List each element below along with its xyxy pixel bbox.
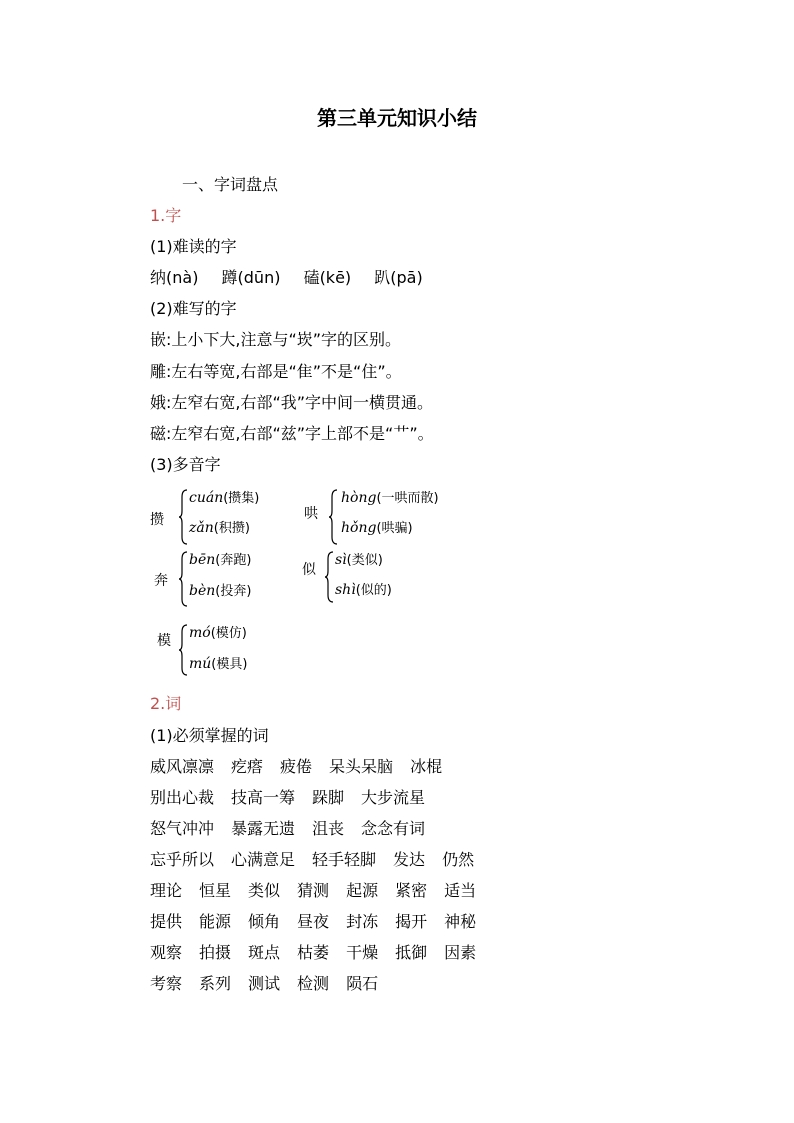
polyphonic-char: 攒 <box>150 512 164 528</box>
page-title: 第三单元知识小结 <box>317 106 477 130</box>
polyphonic-char: 哄 <box>304 506 318 522</box>
word-item: 念念有词 <box>361 819 426 838</box>
word-item: 抵御 <box>395 943 428 962</box>
hard-write-line: 磁:左窄右宽,右部“兹”字上部不是“艹”。 <box>150 424 434 443</box>
polyphonic-option: bēn(奔跑) <box>189 552 252 568</box>
brace-icon <box>178 551 188 607</box>
word-item: 揭开 <box>395 912 428 931</box>
word-item: 呆头呆脑 <box>329 757 394 776</box>
word-item: 冰棍 <box>410 757 443 776</box>
subheading-words: 2.词 <box>150 694 182 713</box>
polyphonic-char: 似 <box>302 562 316 578</box>
word-item: 轻手轻脚 <box>312 850 377 869</box>
word-row <box>150 912 476 932</box>
word-item: 大步流星 <box>361 788 426 807</box>
polyphonic-label: (3)多音字 <box>150 455 221 474</box>
word-item: 检测 <box>297 974 330 993</box>
polyphonic-option: hǒng(哄骗) <box>341 520 413 536</box>
polyphonic-option: hòng(一哄而散) <box>341 490 439 506</box>
polyphonic-option: zǎn(积攒) <box>189 520 250 536</box>
polyphonic-option: cuán(攒集) <box>189 490 260 506</box>
word-item: 猜测 <box>297 881 330 900</box>
word-item: 干燥 <box>346 943 379 962</box>
word-item: 发达 <box>393 850 426 869</box>
word-row <box>150 974 378 994</box>
polyphonic-option: sì(类似) <box>335 552 383 568</box>
brace-icon <box>324 551 334 603</box>
hard-write-line: 娥:左窄右宽,右部“我”字中间一横贯通。 <box>150 393 434 412</box>
word-item: 封冻 <box>346 912 379 931</box>
word-item: 理论 <box>150 881 183 900</box>
hard-read-label: (1)难读的字 <box>150 237 237 256</box>
polyphonic-option: bèn(投奔) <box>189 583 252 599</box>
hard-write-line: 嵌:上小下大,注意与“崁”字的区别。 <box>150 330 402 349</box>
hard-read-item: 磕(kē) <box>303 268 352 287</box>
hard-write-label: (2)难写的字 <box>150 299 237 318</box>
word-item: 考察 <box>150 974 183 993</box>
word-item: 测试 <box>248 974 281 993</box>
hard-read-list <box>150 268 423 288</box>
polyphonic-char: 奔 <box>154 573 168 589</box>
polyphonic-option: mú(模具) <box>189 656 248 672</box>
section-heading: 一、字词盘点 <box>182 175 279 194</box>
subheading-characters: 1.字 <box>150 206 182 225</box>
hard-read-item: 蹲(dūn) <box>221 268 281 287</box>
word-item: 沮丧 <box>312 819 345 838</box>
word-item: 紧密 <box>395 881 428 900</box>
word-item: 暴露无遗 <box>231 819 296 838</box>
polyphonic-option: mó(模仿) <box>189 625 247 641</box>
word-item: 枯萎 <box>297 943 330 962</box>
word-item: 斑点 <box>248 943 281 962</box>
word-row <box>150 819 425 839</box>
word-item: 恒星 <box>199 881 232 900</box>
must-words-label: (1)必须掌握的词 <box>150 726 269 745</box>
word-item: 能源 <box>199 912 232 931</box>
word-item: 观察 <box>150 943 183 962</box>
word-row <box>150 788 425 808</box>
word-item: 心满意足 <box>231 850 296 869</box>
polyphonic-option: shì(似的) <box>335 582 392 598</box>
word-item: 拍摄 <box>199 943 232 962</box>
word-row <box>150 881 476 901</box>
hard-write-line: 雕:左右等宽,右部是“隹”不是“住”。 <box>150 362 402 381</box>
word-item: 神秘 <box>444 912 477 931</box>
word-item: 系列 <box>199 974 232 993</box>
word-item: 提供 <box>150 912 183 931</box>
word-item: 适当 <box>444 881 477 900</box>
word-item: 跺脚 <box>312 788 345 807</box>
brace-icon <box>178 624 188 676</box>
word-item: 起源 <box>346 881 379 900</box>
word-row <box>150 757 442 777</box>
word-item: 怒气冲冲 <box>150 819 215 838</box>
word-item: 威风凛凛 <box>150 757 215 776</box>
word-item: 别出心裁 <box>150 788 215 807</box>
word-item: 昼夜 <box>297 912 330 931</box>
word-item: 疙瘩 <box>231 757 264 776</box>
hard-read-item: 纳(nà) <box>150 268 199 287</box>
word-row <box>150 850 474 870</box>
word-item: 仍然 <box>442 850 475 869</box>
word-item: 疲倦 <box>280 757 313 776</box>
word-item: 陨石 <box>346 974 379 993</box>
word-row <box>150 943 476 963</box>
word-item: 因素 <box>444 943 477 962</box>
brace-icon <box>178 489 188 545</box>
hard-read-item: 趴(pā) <box>374 268 423 287</box>
brace-icon <box>328 489 338 545</box>
word-item: 类似 <box>248 881 281 900</box>
polyphonic-char: 模 <box>157 633 171 649</box>
word-item: 忘乎所以 <box>150 850 215 869</box>
word-item: 倾角 <box>248 912 281 931</box>
word-item: 技高一筹 <box>231 788 296 807</box>
